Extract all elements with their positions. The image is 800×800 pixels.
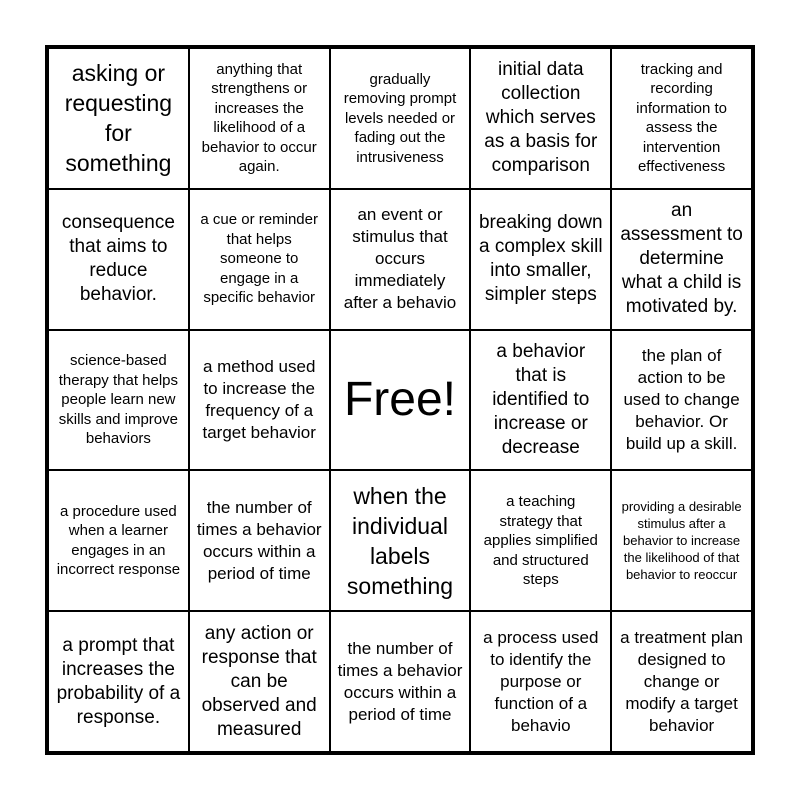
cell-text: a prompt that increases the probability of a response. — [56, 634, 181, 728]
bingo-cell[interactable] — [470, 470, 611, 611]
bingo-cell[interactable] — [48, 330, 189, 471]
cell-text: tracking and recording information to assess the intervention effectiveness — [636, 60, 728, 176]
cell-text: providing a desirable stimulus after a behavior to increase the likelihood of that behavior to reoccur — [621, 499, 742, 583]
cell-text: a cue or reminder that helps someone to engage in a specific behavior — [200, 211, 318, 307]
bingo-cell[interactable] — [330, 189, 471, 330]
cell-text: the number of times a behavior occurs within a period of time — [337, 638, 463, 724]
bingo-cell[interactable] — [48, 611, 189, 752]
bingo-cell[interactable] — [611, 330, 752, 471]
bingo-cell[interactable] — [189, 330, 330, 471]
cell-text: a behavior that is identified to increase or decrease — [492, 340, 590, 458]
cell-text: a process used to identify the purpose or function of a behavio — [483, 627, 599, 735]
cell-text: science-based therapy that helps people learn new skills and improve behaviors — [58, 352, 179, 448]
bingo-cell[interactable] — [189, 611, 330, 752]
free-space-cell[interactable] — [330, 330, 471, 471]
bingo-cell[interactable] — [611, 611, 752, 752]
cell-text: when the individual labels something — [346, 482, 454, 599]
free-space-text: Free! — [343, 372, 456, 426]
cell-text: a method used to increase the frequency of a target behavior — [202, 356, 316, 442]
bingo-cell[interactable] — [189, 470, 330, 611]
bingo-cell[interactable] — [470, 330, 611, 471]
cell-text: any action or response that can be observed and measured — [201, 622, 317, 740]
cell-text: consequence that aims to reduce behavior. — [61, 212, 175, 306]
bingo-cell[interactable] — [330, 470, 471, 611]
bingo-cell[interactable] — [189, 189, 330, 330]
cell-text: breaking down a complex skill into smaller, simpler steps — [478, 212, 603, 306]
bingo-cell[interactable] — [470, 611, 611, 752]
bingo-cell[interactable] — [189, 48, 330, 189]
bingo-cell[interactable] — [470, 189, 611, 330]
bingo-cell[interactable] — [470, 48, 611, 189]
bingo-cell[interactable] — [611, 48, 752, 189]
cell-text: an assessment to determine what a child is motivated by. — [620, 200, 743, 318]
cell-text: the number of times a behavior occurs within a period of time — [196, 497, 322, 583]
cell-text: initial data collection which serves as a basis for comparison — [484, 59, 598, 177]
cell-text: a procedure used when a learner engages in an incorrect response — [56, 502, 181, 579]
cell-text: gradually removing prompt levels needed or fading out the intrusiveness — [343, 70, 457, 166]
cell-text: asking or requesting for something — [64, 60, 173, 177]
bingo-cell[interactable] — [611, 470, 752, 611]
bingo-cell[interactable] — [330, 611, 471, 752]
bingo-cell[interactable] — [48, 48, 189, 189]
cell-text: a treatment plan designed to change or modify a target behavior — [620, 627, 744, 735]
bingo-cell[interactable] — [611, 189, 752, 330]
bingo-cell[interactable] — [330, 48, 471, 189]
bingo-cell[interactable] — [48, 189, 189, 330]
bingo-board — [45, 45, 755, 755]
bingo-cell[interactable] — [48, 470, 189, 611]
cell-text: the plan of action to be used to change behavior. Or build up a skill. — [623, 345, 740, 453]
cell-text: an event or stimulus that occurs immediately after a behavio — [343, 205, 457, 313]
cell-text: a teaching strategy that applies simplified and structured steps — [483, 493, 598, 589]
cell-text: anything that strengthens or increases the likelihood of a behavior to occur again. — [201, 60, 317, 176]
